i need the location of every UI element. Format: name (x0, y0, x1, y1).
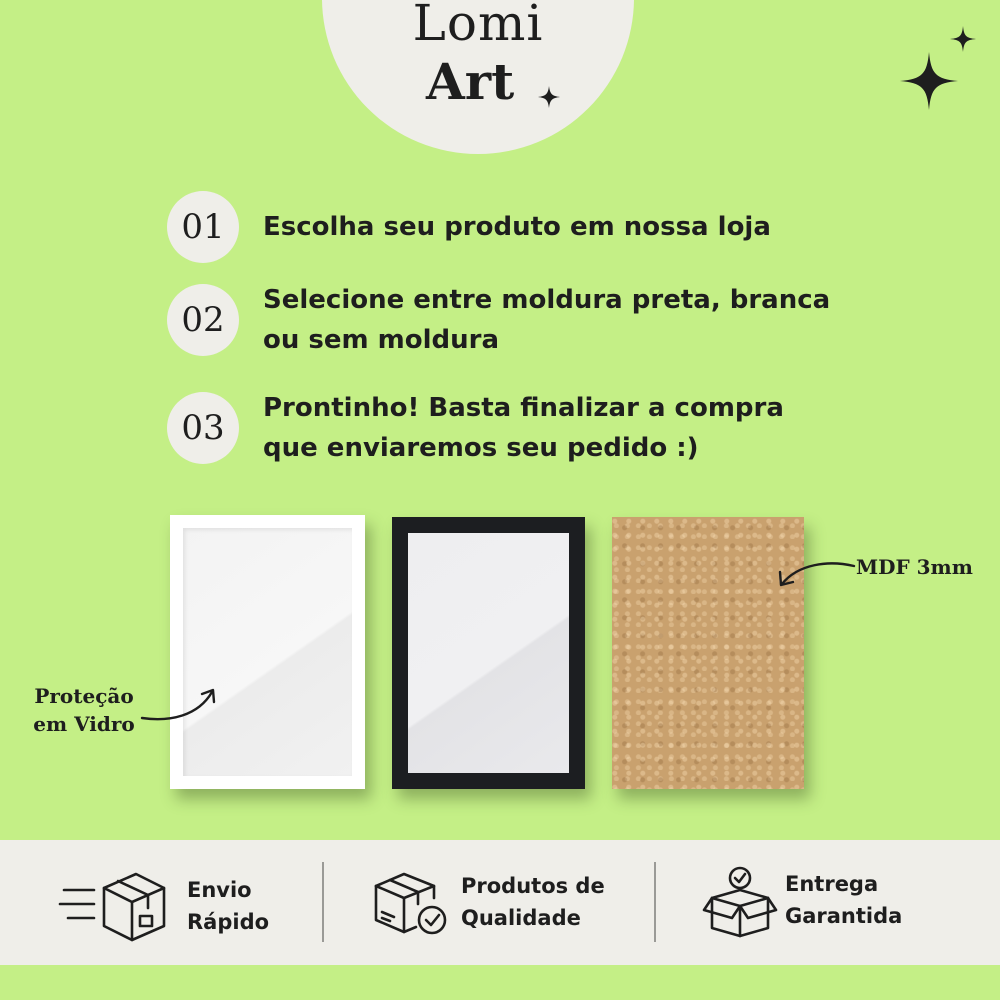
feature-label-line: Envio (187, 878, 252, 902)
step-text-line: Escolha seu produto em nossa loja (263, 212, 771, 242)
feature-label (187, 874, 269, 938)
step-text-line: Prontinho! Basta finalizar a compra (263, 393, 784, 423)
step-text (263, 207, 863, 247)
mdf-label: MDF 3mm (856, 555, 973, 579)
black-frame-image (392, 517, 585, 789)
glass-protection-label (22, 682, 146, 738)
glass-panel (408, 533, 569, 773)
brand-logo (322, 0, 634, 154)
brand-name-line2: Art (426, 52, 515, 111)
glass-panel (183, 528, 352, 776)
curved-arrow-icon (776, 558, 856, 590)
feature-label-line: Rápido (187, 910, 270, 934)
annotation-line: em Vidro (33, 712, 135, 736)
step-number-badge: 03 (167, 392, 239, 464)
fast-shipping-box-icon (58, 868, 170, 944)
divider (322, 862, 324, 942)
divider (654, 862, 656, 942)
feature-label-line: Garantida (785, 904, 903, 928)
white-frame-image (170, 515, 365, 789)
features-bar (0, 840, 1000, 965)
step-text-line: Selecione entre moldura preta, branca (263, 285, 831, 315)
brand-name-line1: Lomi (412, 0, 544, 52)
feature-label (461, 870, 605, 934)
step-number-badge: 01 (167, 191, 239, 263)
feature-label (785, 868, 902, 932)
curved-arrow-icon (140, 684, 220, 724)
sparkle-icon (900, 52, 958, 110)
step-number-badge: 02 (167, 284, 239, 356)
step-text (263, 388, 863, 468)
step-text-line: ou sem moldura (263, 325, 500, 355)
annotation-line: Proteção (34, 684, 134, 708)
sparkle-icon (950, 26, 976, 52)
feature-label-line: Produtos de (461, 874, 605, 898)
guaranteed-delivery-box-icon (702, 864, 778, 940)
step-text-line: que enviaremos seu pedido :) (263, 433, 699, 463)
quality-box-check-icon (372, 868, 448, 938)
feature-label-line: Qualidade (461, 906, 581, 930)
feature-label-line: Entrega (785, 872, 879, 896)
step-text (263, 280, 863, 360)
sparkle-icon (538, 86, 560, 108)
